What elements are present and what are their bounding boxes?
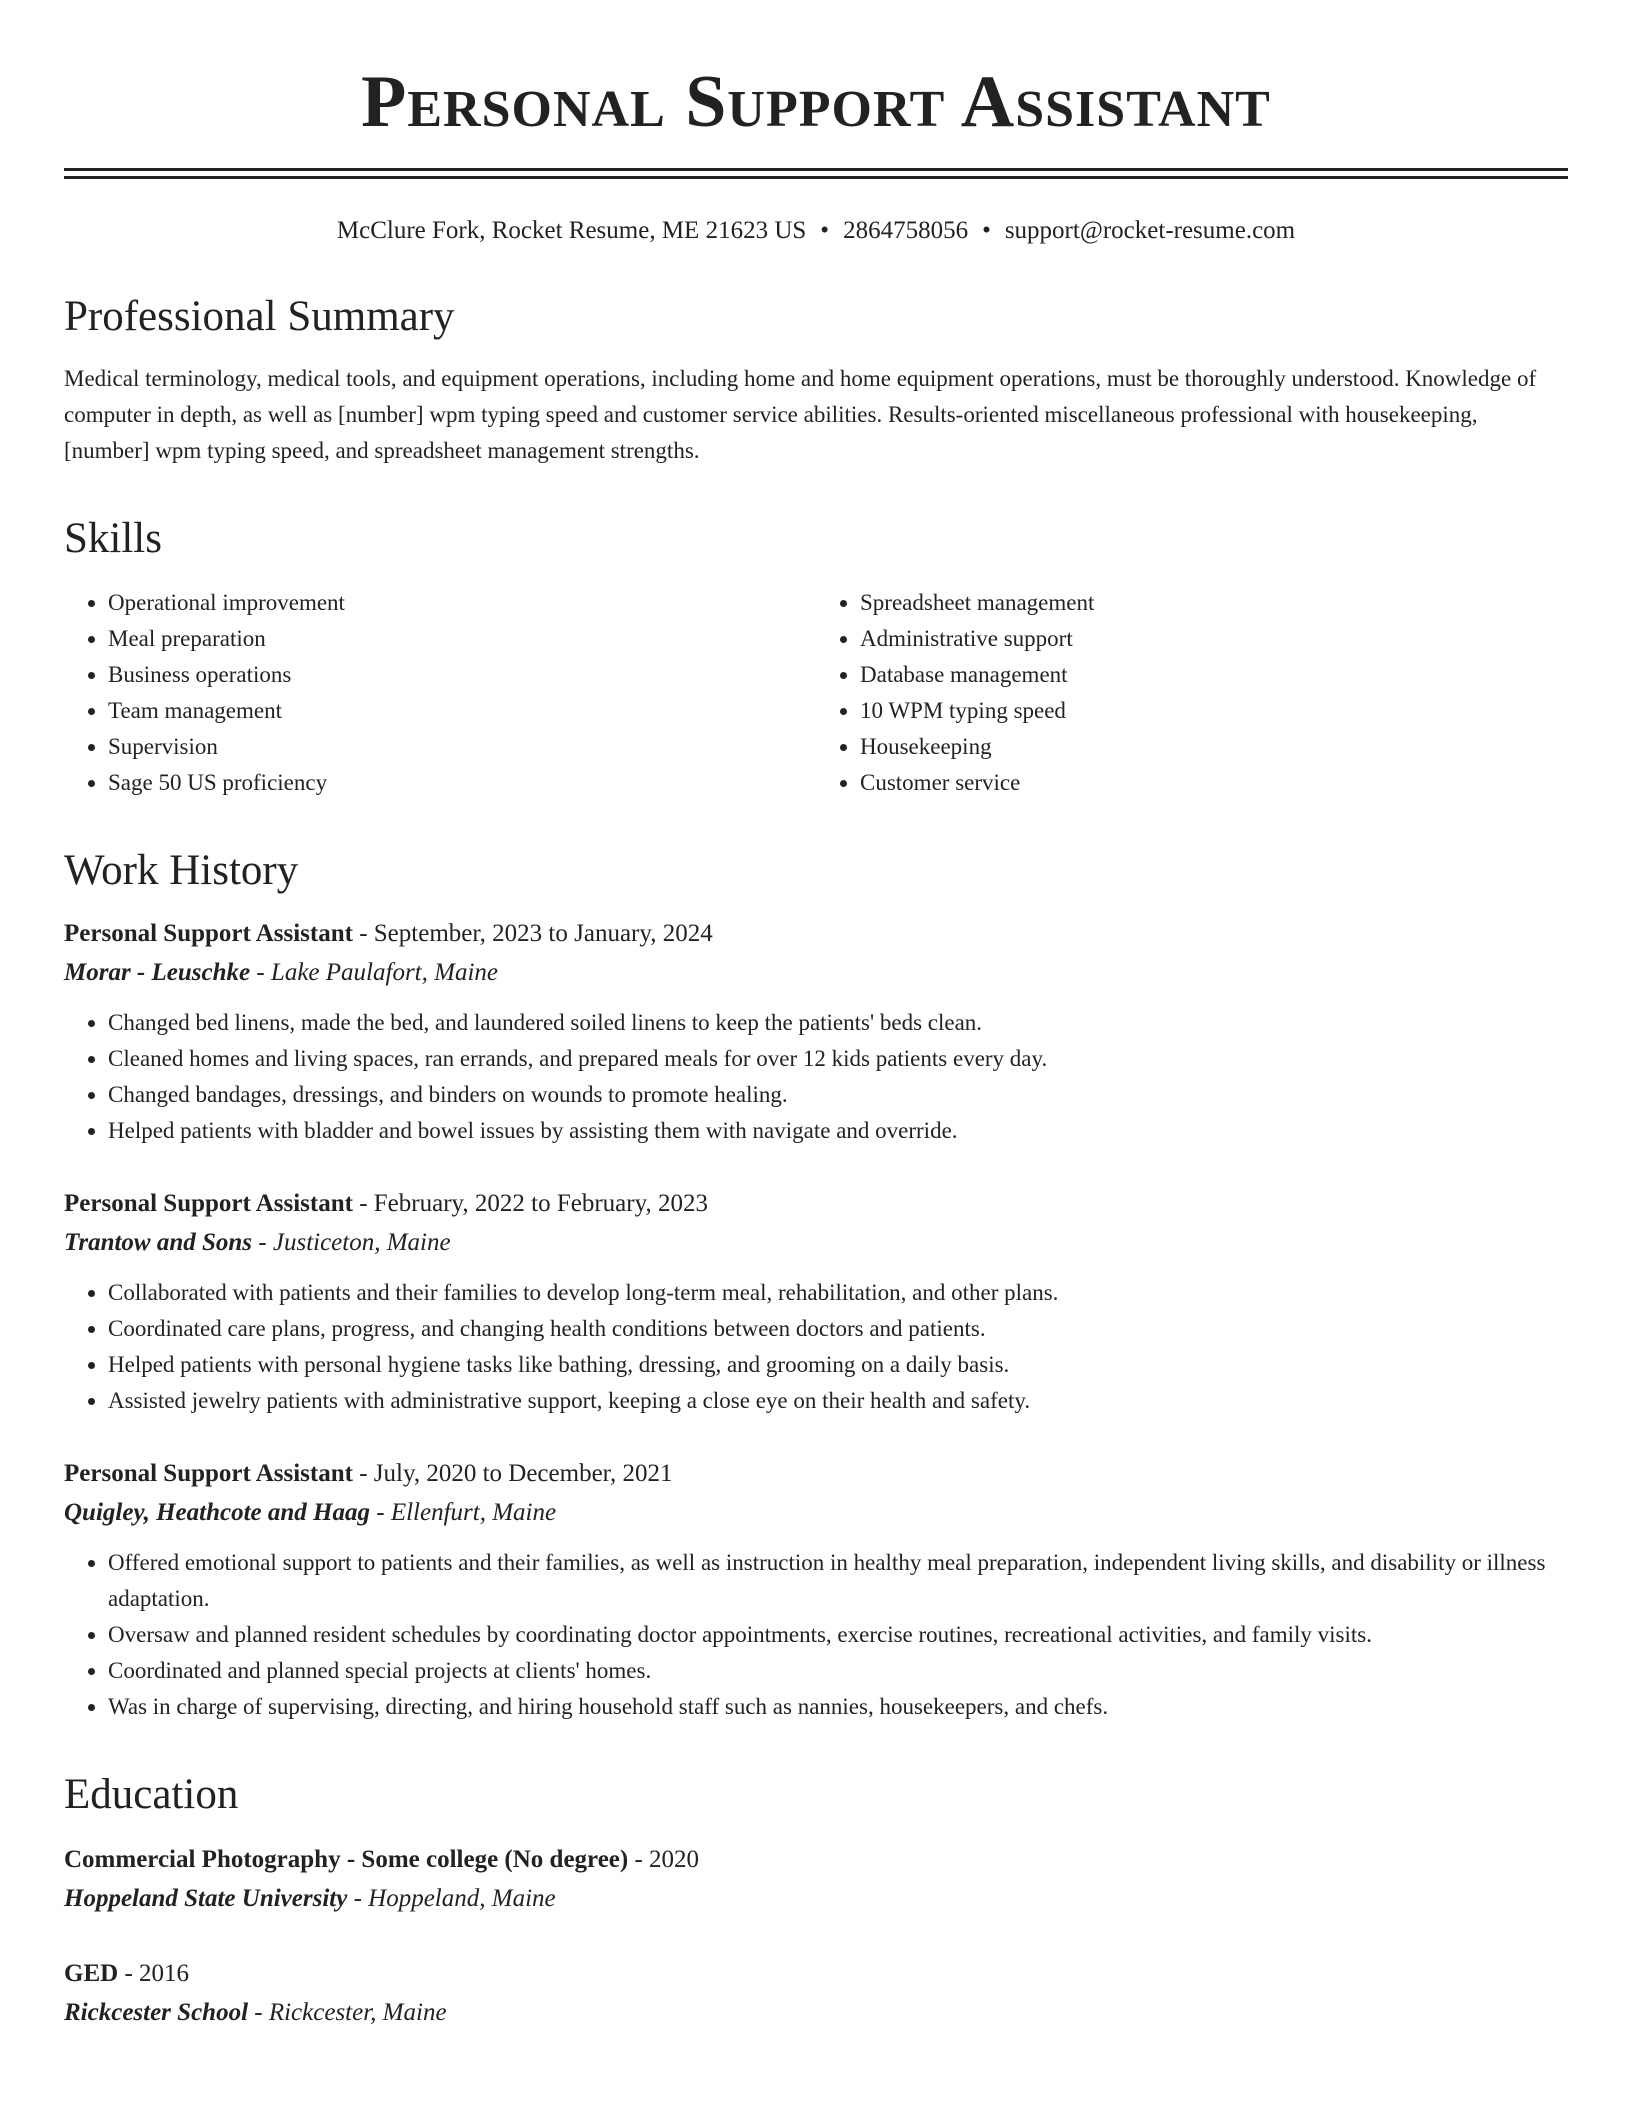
skills-column-right bbox=[816, 585, 1568, 801]
duty-item: • Coordinated and planned special projects at clients' homes. bbox=[108, 1653, 1568, 1689]
job-title: Personal Support Assistant bbox=[64, 1460, 353, 1487]
skill-item: • Meal preparation bbox=[108, 621, 816, 657]
job-entry bbox=[64, 1455, 1568, 1725]
job-dates: - July, 2020 to December, 2021 bbox=[352, 1460, 673, 1487]
job-duties bbox=[64, 1275, 1568, 1419]
skill-item: • Customer service bbox=[860, 765, 1568, 801]
school-line bbox=[64, 1879, 1568, 1919]
job-entry bbox=[64, 915, 1568, 1149]
duty-item: • Oversaw and planned resident schedules by coordinating doctor appointments, exercise routines, recreational activities, and family visits. bbox=[108, 1617, 1568, 1653]
education-entry bbox=[64, 1955, 1568, 2033]
summary-text: Medical terminology, medical tools, and equipment operations, including home and home equipment operations, must be thoroughly understood. Knowledge of computer in depth, as well as [number] wpm typing speed and customer service abilities. Results-oriented miscellaneous professional with housekeeping, [number] wpm typing speed, and spreadsheet management strengths. bbox=[64, 366, 1537, 463]
job-duties bbox=[64, 1545, 1568, 1725]
skill-item: • Team management bbox=[108, 693, 816, 729]
contact-email: support@rocket-resume.com bbox=[1004, 217, 1296, 244]
duty-item: • Helped patients with personal hygiene tasks like bathing, dressing, and grooming on a daily basis. bbox=[108, 1347, 1568, 1383]
resume-name: Personal Support Assistant bbox=[361, 61, 1271, 143]
contact-phone: 2864758056 bbox=[843, 217, 969, 244]
degree-year: - 2016 bbox=[118, 1960, 190, 1987]
job-entry bbox=[64, 1185, 1568, 1419]
duty-item: • Was in charge of supervising, directing, and hiring household staff such as nannies, housekeepers, and chefs. bbox=[108, 1689, 1568, 1725]
school-name: Rickcester School bbox=[64, 1999, 249, 2026]
skill-item: • Business operations bbox=[108, 657, 816, 693]
contact-address: McClure Fork, Rocket Resume, ME 21623 US bbox=[336, 217, 807, 244]
job-title-line bbox=[64, 1455, 1568, 1493]
duty-item: • Assisted jewelry patients with administrative support, keeping a close eye on their health and safety. bbox=[108, 1383, 1568, 1419]
job-title-line bbox=[64, 915, 1568, 953]
employer-line bbox=[64, 1493, 1568, 1533]
job-title: Personal Support Assistant bbox=[64, 920, 353, 947]
skill-item: • Spreadsheet management bbox=[860, 585, 1568, 621]
job-dates: - September, 2023 to January, 2024 bbox=[352, 920, 713, 947]
duty-item: • Changed bed linens, made the bed, and laundered soiled linens to keep the patients' beds clean. bbox=[108, 1005, 1568, 1041]
school-location: - Rickcester, Maine bbox=[248, 1999, 447, 2026]
duty-item: • Offered emotional support to patients and their families, as well as instruction in healthy meal preparation, independent living skills, and disability or illness adaptation. bbox=[108, 1545, 1568, 1617]
job-title-line bbox=[64, 1185, 1568, 1223]
employer-name: Trantow and Sons bbox=[64, 1229, 253, 1256]
job-dates: - February, 2022 to February, 2023 bbox=[352, 1190, 708, 1217]
education-heading: Education bbox=[64, 1771, 239, 1818]
school-name: Hoppeland State University bbox=[64, 1885, 348, 1912]
employer-name: Quigley, Heathcote and Haag bbox=[64, 1499, 370, 1526]
school-location: - Hoppeland, Maine bbox=[347, 1885, 556, 1912]
skill-item: • Housekeeping bbox=[860, 729, 1568, 765]
contact-separator: • bbox=[982, 217, 991, 244]
employer-location: - Lake Paulafort, Maine bbox=[250, 959, 498, 986]
duty-item: • Collaborated with patients and their families to develop long-term meal, rehabilitation, and other plans. bbox=[108, 1275, 1568, 1311]
employer-line bbox=[64, 1223, 1568, 1263]
degree-year: - 2020 bbox=[628, 1846, 700, 1873]
contact-separator: • bbox=[820, 217, 830, 244]
work-history-heading: Work History bbox=[64, 847, 299, 894]
skill-item: • Sage 50 US proficiency bbox=[108, 765, 816, 801]
degree-line bbox=[64, 1841, 1568, 1879]
school-line bbox=[64, 1993, 1568, 2033]
duty-item: • Coordinated care plans, progress, and changing health conditions between doctors and patients. bbox=[108, 1311, 1568, 1347]
job-duties bbox=[64, 1005, 1568, 1149]
skill-item: • Operational improvement bbox=[108, 585, 816, 621]
skills-heading: Skills bbox=[64, 515, 162, 562]
duty-item: • Cleaned homes and living spaces, ran errands, and prepared meals for over 12 kids patients every day. bbox=[108, 1041, 1568, 1077]
contact-line bbox=[64, 215, 1568, 247]
employer-name: Morar - Leuschke bbox=[64, 959, 251, 986]
header-rule bbox=[64, 168, 1568, 179]
skills-list bbox=[64, 585, 1568, 801]
skill-item: • 10 WPM typing speed bbox=[860, 693, 1568, 729]
degree-name: Commercial Photography - Some college (No degree) bbox=[64, 1846, 629, 1873]
duty-item: • Helped patients with bladder and bowel issues by assisting them with navigate and override. bbox=[108, 1113, 1568, 1149]
skill-item: • Administrative support bbox=[860, 621, 1568, 657]
employer-line bbox=[64, 953, 1568, 993]
employer-location: - Ellenfurt, Maine bbox=[370, 1499, 557, 1526]
duty-item: • Changed bandages, dressings, and binders on wounds to promote healing. bbox=[108, 1077, 1568, 1113]
skills-column-left bbox=[64, 585, 816, 801]
education-entry bbox=[64, 1841, 1568, 1919]
employer-location: - Justiceton, Maine bbox=[252, 1229, 451, 1256]
skill-item: • Supervision bbox=[108, 729, 816, 765]
job-title: Personal Support Assistant bbox=[64, 1190, 353, 1217]
summary-heading: Professional Summary bbox=[64, 293, 455, 340]
degree-name: GED bbox=[64, 1960, 119, 1987]
degree-line bbox=[64, 1955, 1568, 1993]
skill-item: • Database management bbox=[860, 657, 1568, 693]
